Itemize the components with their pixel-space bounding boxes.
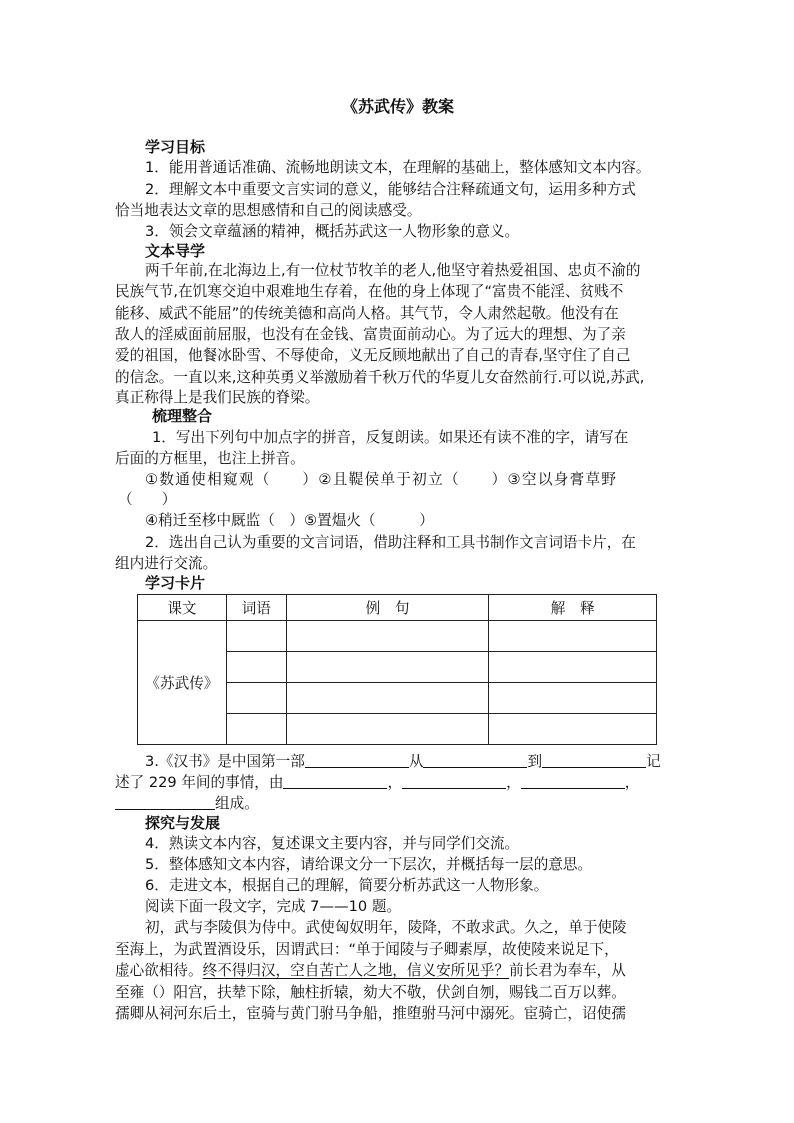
- table-cell[interactable]: [226, 652, 286, 683]
- fill-blank[interactable]: [305, 752, 409, 768]
- question-text: 述了 229 年间的事情，由: [115, 774, 284, 791]
- page-title: 《苏武传》教案: [342, 97, 455, 116]
- guide-paragraph-line: 真正称得上是我们民族的脊梁。: [115, 389, 320, 406]
- pinyin-exercise: ①数通使相窥观（ ）②且鞮侯单于初立（ ）③空以身膏草野: [145, 471, 618, 488]
- question-text: 记: [646, 753, 661, 770]
- fill-blank[interactable]: [283, 773, 387, 789]
- objective-item: 恰当地表达文章的思想感情和自己的阅读感受。: [115, 202, 422, 219]
- column-header: 课文: [138, 595, 227, 621]
- table-cell[interactable]: [286, 714, 489, 745]
- pinyin-exercise: ④稍迁至栘中厩监（ ）⑤置煴火（ ）: [145, 512, 434, 529]
- passage-text: 前长君为奉车，从: [509, 962, 626, 979]
- sorting-question: 后面的方框里，也注上拼音。: [115, 450, 305, 467]
- table-cell[interactable]: [286, 652, 489, 683]
- table-header-row: [138, 595, 657, 621]
- passage-line: 至雍（）阳宫，扶辇下除，触柱折辕，劾大不敬，伏剑自刎，赐钱二百万以葬。: [115, 984, 626, 1001]
- table-cell[interactable]: [489, 714, 657, 745]
- fill-blank[interactable]: [542, 752, 646, 768]
- column-header: 解 释: [489, 595, 657, 621]
- objective-item: 2．理解文本中重要文言实词的意义，能够结合注释疏通文句，运用多种方式: [145, 181, 636, 198]
- explore-item: 4．熟读文本内容，复述课文主要内容，并与同学们交流。: [145, 835, 520, 852]
- column-header: 词语: [226, 595, 286, 621]
- table-cell[interactable]: [226, 714, 286, 745]
- objective-item: 1．能用普通话准确、流畅地朗读文本，在理解的基础上，整体感知文本内容。: [145, 159, 651, 176]
- separator: ，: [624, 774, 640, 791]
- sorting-heading: 梳理整合: [152, 407, 213, 425]
- table-cell[interactable]: [489, 652, 657, 683]
- sorting-question: 组内进行交流。: [115, 555, 218, 572]
- reading-intro: 阅读下面一段文字，完成 7——10 题。: [145, 898, 402, 915]
- guide-paragraph-line: 民族气节,在饥寒交迫中艰难地生存着，在他的身上体现了“富贵不能淫、贫贱不: [115, 283, 624, 300]
- passage-line: 初，武与李陵俱为侍中。武使匈奴明年，陵降，不敢求武。久之，单于使陵: [145, 919, 627, 936]
- guide-heading: 文本导学: [145, 242, 206, 260]
- sorting-question: 2．选出自己认为重要的文言词语，借助注释和工具书制作文言词语卡片，在: [145, 534, 636, 551]
- question-3-line: [115, 773, 639, 793]
- pinyin-exercise: （ ）: [118, 491, 177, 508]
- table-cell[interactable]: [226, 621, 286, 652]
- cards-heading: 学习卡片: [145, 574, 206, 592]
- question-text: 3.《汉书》是中国第一部: [145, 753, 305, 770]
- fill-blank[interactable]: [402, 773, 506, 789]
- lesson-cell: 《苏武传》: [138, 621, 227, 745]
- underlined-sentence: 终不得归汉，空自苦亡人之地，信义安所见乎？: [202, 962, 510, 979]
- question-text: 从: [408, 753, 424, 770]
- guide-paragraph-line: 能移、威武不能屈”的传统美德和高尚人格。其气节，令人肃然起敬。他没有在: [115, 305, 619, 322]
- separator: ，: [506, 774, 521, 791]
- question-3-line: [145, 752, 661, 772]
- table-row: [138, 621, 657, 652]
- fill-blank[interactable]: [115, 794, 215, 810]
- passage-line: 孺卿从祠河东后土，宦骑与黄门驸马争船，推堕驸马河中溺死。宦骑亡，诏使孺: [115, 1005, 626, 1022]
- table-cell[interactable]: [226, 683, 286, 714]
- separator: ，: [387, 774, 403, 791]
- sorting-question: 1．写出下列句中加点字的拼音，反复朗读。如果还有读不准的字，请写在: [152, 429, 629, 446]
- guide-paragraph-line: 爱的祖国，他餐冰卧雪、不辱使命，义无反顾地献出了自己的青春,坚守住了自己: [115, 347, 631, 364]
- explore-item: 6．走进文本，根据自己的理解，简要分析苏武这一人物形象。: [145, 877, 549, 894]
- explore-heading: 探究与发展: [145, 814, 221, 832]
- passage-line: [115, 961, 626, 981]
- fill-blank[interactable]: [521, 773, 625, 789]
- question-text: 组成。: [215, 795, 259, 812]
- vocabulary-card-table: [137, 594, 657, 745]
- table-cell[interactable]: [489, 621, 657, 652]
- column-header: 例 句: [286, 595, 489, 621]
- table-cell[interactable]: [286, 621, 489, 652]
- passage-text: 虚心欲相待。: [115, 962, 203, 979]
- guide-paragraph-line: 两千年前,在北海边上,有一位杖节牧羊的老人,他坚守着热爱祖国、忠贞不渝的: [145, 262, 641, 279]
- table-cell[interactable]: [489, 683, 657, 714]
- guide-paragraph-line: 的信念。一直以来,这种英勇义举激励着千秋万代的华夏儿女奋然前行.可以说,苏武,: [115, 369, 645, 386]
- table-cell[interactable]: [286, 683, 489, 714]
- guide-paragraph-line: 敌人的淫威面前屈服，也没有在金钱、富贵面前动心。为了远大的理想、为了亲: [115, 326, 626, 343]
- objective-item: 3．领会文章蕴涵的精神，概括苏武这一人物形象的意义。: [145, 223, 520, 240]
- question-text: 到: [527, 753, 543, 770]
- objectives-heading: 学习目标: [145, 138, 206, 156]
- question-3-line: [115, 794, 259, 814]
- passage-line: 至海上，为武置酒设乐，因谓武曰：“单于闻陵与子卿素厚，故使陵来说足下，: [115, 941, 619, 958]
- explore-item: 5．整体感知文本内容，请给课文分一下层次，并概括每一层的意思。: [145, 856, 593, 873]
- fill-blank[interactable]: [423, 752, 527, 768]
